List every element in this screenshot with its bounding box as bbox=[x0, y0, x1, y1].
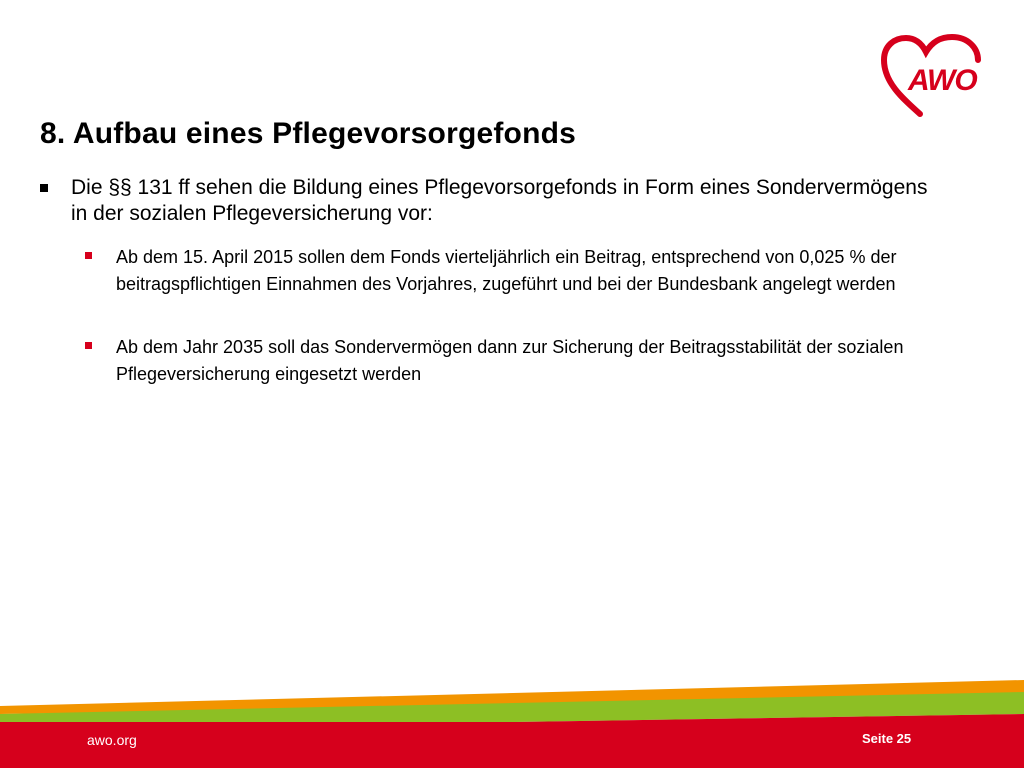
page-number: Seite 25 bbox=[862, 731, 912, 746]
slide-title: 8. Aufbau eines Pflegevorsorgefonds bbox=[40, 117, 576, 150]
svg-text:AWO: AWO bbox=[908, 64, 977, 97]
sub-bullet bbox=[85, 334, 995, 387]
red-square-bullet-icon bbox=[85, 342, 92, 349]
footer-url[interactable]: awo.org bbox=[87, 732, 137, 748]
sub-bullet-text: Ab dem 15. April 2015 sollen dem Fonds vierteljährlich ein Beitrag, entsprechend von 0,025 % der beitragspflichtigen Einnahmen des Vorjahres, zugeführt und bei der Bundesbank angelegt werden bbox=[116, 247, 897, 294]
bullet-main bbox=[40, 175, 940, 227]
bullet-main-text: Die §§ 131 ff sehen die Bildung eines Pflegevorsorgefonds in Form eines Sondervermögens in der sozialen Pflegeversicherung vor: bbox=[71, 176, 928, 225]
footer-bands bbox=[0, 668, 1024, 768]
red-square-bullet-icon bbox=[85, 252, 92, 259]
sub-bullet-text: Ab dem Jahr 2035 soll das Sondervermögen dann zur Sicherung der Beitragsstabilität der sozialen Pflegeversicherung eingesetzt werden bbox=[116, 337, 904, 384]
awo-logo bbox=[880, 34, 986, 118]
sub-bullet bbox=[85, 244, 995, 297]
square-bullet-icon bbox=[40, 184, 48, 192]
